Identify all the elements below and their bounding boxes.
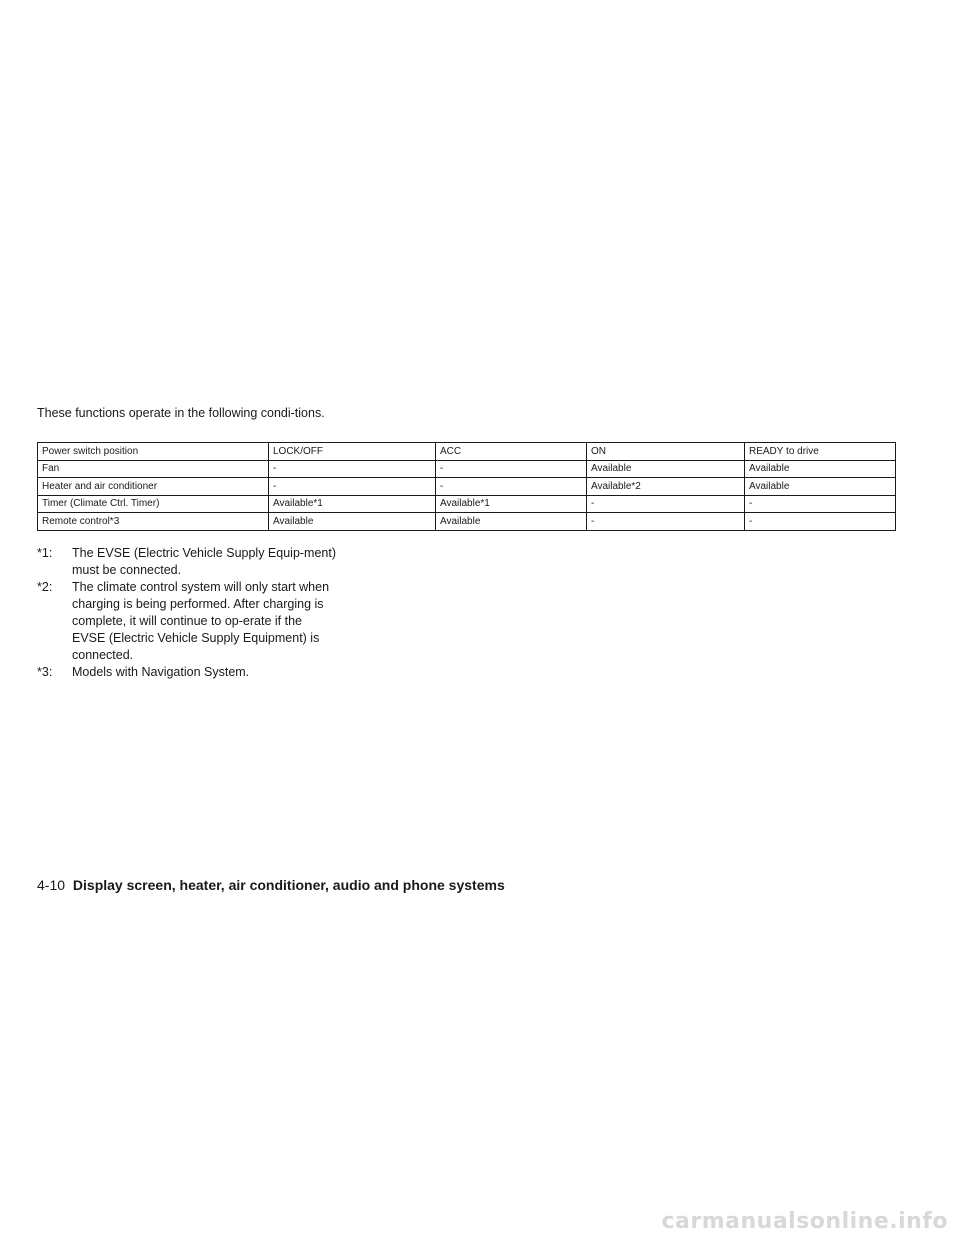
table-row (38, 513, 896, 531)
table-cell: Heater and air conditioner (38, 478, 269, 496)
table-row (38, 460, 896, 478)
power-switch-conditions-table (37, 442, 896, 531)
table-cell: - (587, 495, 745, 513)
footnote-item (37, 664, 337, 681)
section-title: Display screen, heater, air conditioner, audio and phone systems (72, 877, 505, 893)
footnote-marker: *1: (37, 546, 53, 560)
table-cell: - (269, 478, 436, 496)
table-cell: - (436, 478, 587, 496)
footnotes-list (37, 545, 337, 681)
footnote-marker: *3: (37, 665, 53, 679)
footnote-text: The EVSE (Electric Vehicle Supply Equip-ment) must be connected. (72, 546, 337, 577)
table-row (38, 495, 896, 513)
table-header-row (38, 443, 896, 461)
table-header-cell: ACC (436, 443, 587, 461)
intro-text: These functions operate in the following condi-tions. (37, 406, 325, 420)
table-cell: - (587, 513, 745, 531)
footnote-marker: *2: (37, 580, 53, 594)
table-cell: Remote control*3 (38, 513, 269, 531)
table-cell: - (745, 513, 896, 531)
page-number: 4-10 (37, 877, 66, 893)
table-cell: Available*1 (436, 495, 587, 513)
table-cell: Fan (38, 460, 269, 478)
table-cell: Available (745, 478, 896, 496)
table-cell: Available (436, 513, 587, 531)
table-cell: - (745, 495, 896, 513)
footnote-item (37, 545, 337, 579)
footnote-text: The climate control system will only start when charging is being performed. After charging is complete, it will continue to op-erate if the EVSE (Electric Vehicle Supply Equipment) is connected. (72, 580, 330, 662)
watermark[interactable]: carmanualsonline.info (661, 1209, 948, 1234)
table-cell: Timer (Climate Ctrl. Timer) (38, 495, 269, 513)
table-row (38, 478, 896, 496)
table-header-cell: Power switch position (38, 443, 269, 461)
table-cell: Available (745, 460, 896, 478)
table-cell: Available*2 (587, 478, 745, 496)
footnote-text: Models with Navigation System. (72, 665, 250, 679)
footnote-item (37, 579, 337, 664)
page-footer (37, 877, 505, 893)
table-cell: - (269, 460, 436, 478)
table-header-cell: READY to drive (745, 443, 896, 461)
table-cell: - (436, 460, 587, 478)
table-header-cell: LOCK/OFF (269, 443, 436, 461)
table-cell: Available (587, 460, 745, 478)
table-cell: Available (269, 513, 436, 531)
table-header-cell: ON (587, 443, 745, 461)
table-cell: Available*1 (269, 495, 436, 513)
